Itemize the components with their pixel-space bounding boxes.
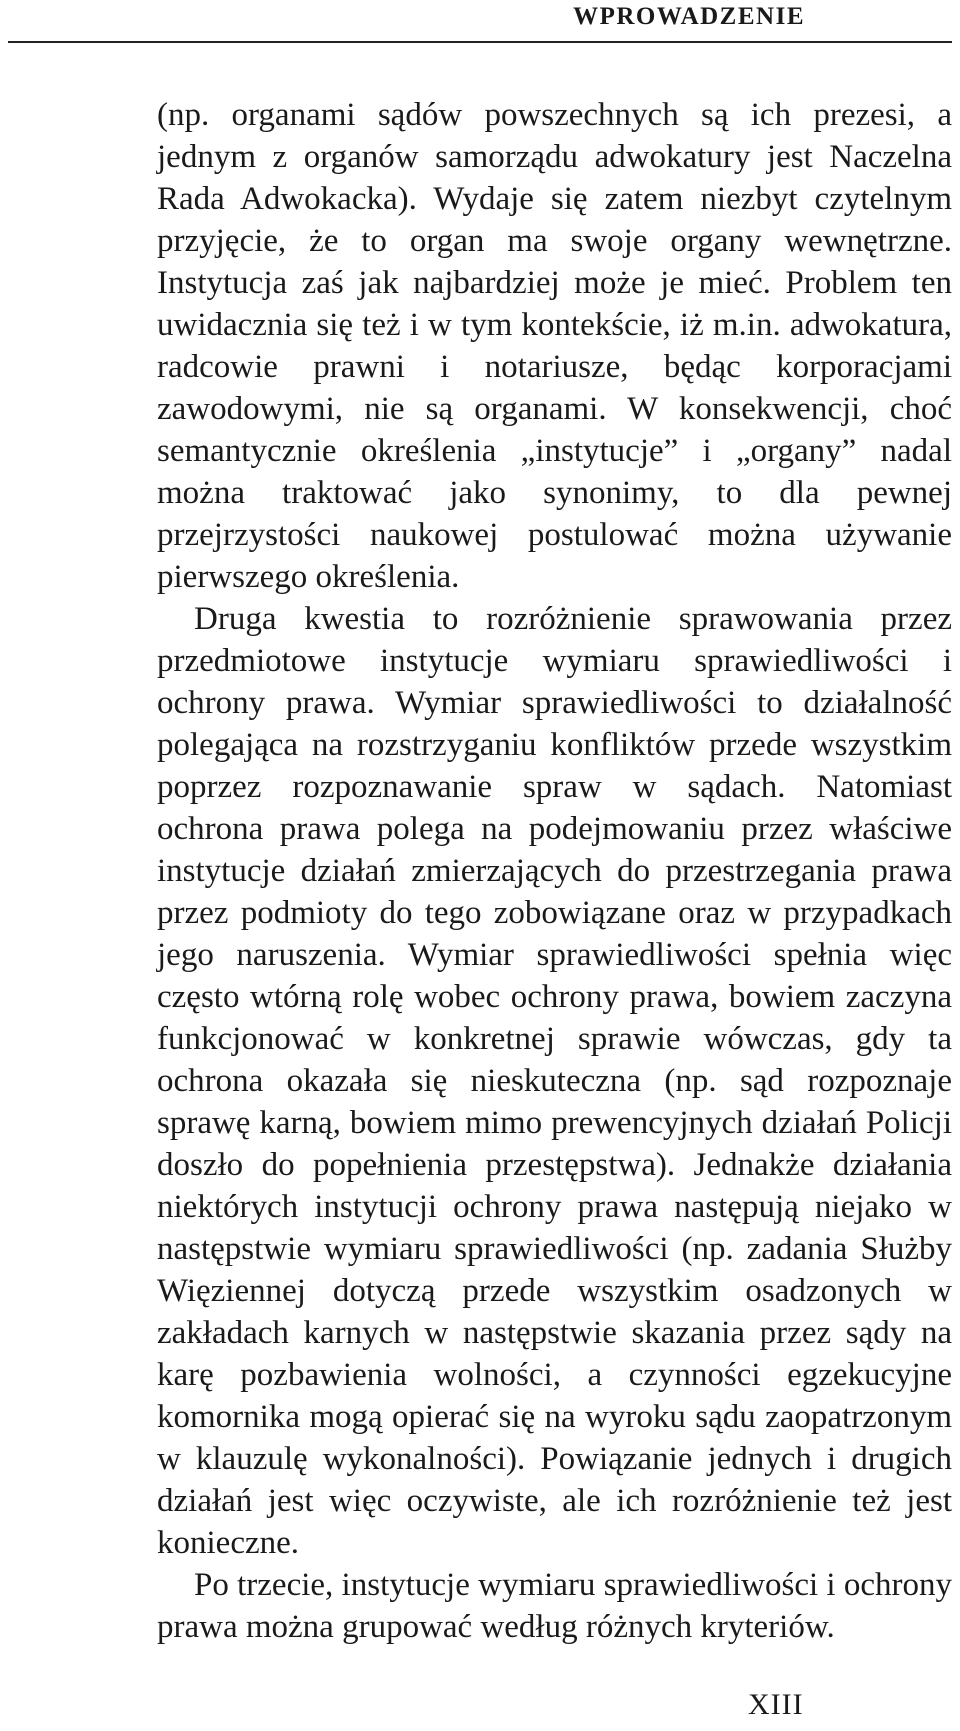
paragraph-2: Druga kwestia to rozróżnienie sprawowania przez przedmiotowe instytucje wymiaru sprawiedliwości i ochrony prawa. Wymiar sprawiedliwości to działalność polegająca na rozstrzyganiu konfliktów przede wszystkim poprzez rozpoznawanie spraw w sądach. Natomiast ochrona prawa polega na podejmowaniu przez właściwe instytucje działań zmierzających do przestrzegania prawa przez podmioty do tego zobowiązane oraz w przypadkach jego naruszenia. Wymiar sprawiedliwości spełnia więc często wtórną rolę wobec ochrony prawa, bowiem zaczyna funkcjonować w konkretnej sprawie wówczas, gdy ta ochrona okazała się nieskuteczna (np. sąd rozpoznaje sprawę karną, bowiem mimo prewencyjnych działań Policji doszło do popełnienia przestępstwa). Jednakże działania niektórych instytucji ochrony prawa następują niejako w następstwie wymiaru sprawiedliwości (np. zadania Służby Więziennej dotyczą przede wszystkim osadzonych w zakładach karnych w następstwie skazania przez sądy na karę pozbawienia wolności, a czynności egzekucyjne komornika mogą opierać się na wyroku sądu zaopatrzonym w klauzulę wykonalności). Powiązanie jednych i drugich działań jest więc oczywiste, ale ich rozróżnienie też jest konieczne. — [157, 601, 952, 1561]
body-text — [157, 94, 952, 1648]
header-rule — [8, 41, 952, 43]
page-number: XIII — [748, 1688, 804, 1721]
running-head: WPROWADZENIE — [573, 3, 805, 30]
paragraph-1: (np. organami sądów powszechnych są ich prezesi, a jednym z organów samorządu adwokatury jest Naczelna Rada Adwokacka). Wydaje się zatem niezbyt czytelnym przyjęcie, że to organ ma swoje organy wewnętrzne. Instytucja zaś jak najbardziej może je mieć. Problem ten uwidacznia się też i w tym kontekście, iż m.in. adwokatura, radcowie prawni i notariusze, będąc korporacjami zawodowymi, nie są organami. W konsekwencji, choć semantycznie określenia „instytucje” i „organy” nadal można traktować jako synonimy, to dla pewnej przejrzystości naukowej postulować można używanie pierwszego określenia. — [157, 97, 952, 595]
paragraph-3: Po trzecie, instytucje wymiaru sprawiedliwości i ochrony prawa można grupować według różnych kryteriów. — [157, 1567, 952, 1645]
